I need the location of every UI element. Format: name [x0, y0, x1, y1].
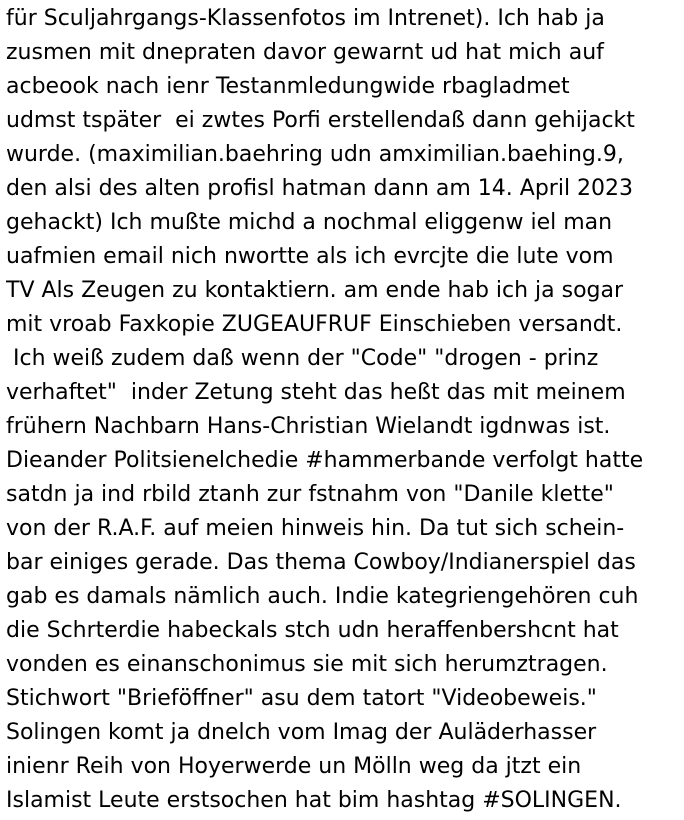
text-line: den alsi des alten profisl hatman dann am 14. April 2023 [6, 176, 634, 201]
text-line: Solingen komt ja dnelch vom Imag der Auläderhasser [6, 720, 597, 745]
text-line: uafmien email nich nwortte als ich evrcjte die lute vom [6, 244, 614, 269]
text-line: für Sculjahrgangs-Klassenfotos im Intrenet). Ich hab ja [6, 6, 605, 31]
text-line: inienr Reih von Hoyerwerde un Mölln weg da jtzt ein [6, 754, 582, 779]
text-line: die Schrterdie habeckals stch udn heraffenbershcnt hat [6, 618, 619, 643]
text-line: verhaftet" inder Zetung steht das heßt das mit meinem [6, 380, 626, 405]
text-line: gehackt) Ich mußte michd a nochmal eliggenw iel man [6, 210, 613, 235]
text-line: udmst tspäter ei zwtes Porfi erstellendaß dann gehijackt [6, 108, 635, 133]
text-line: vonden es einanschonimus sie mit sich herumztragen. [6, 652, 608, 677]
text-line: wurde. (maximilian.baehring udn amximilian.baehing.9, [6, 142, 624, 167]
text-line: zusmen mit dnepraten davor gewarnt ud hat mich auf [6, 40, 604, 65]
text-line: mit vroab Faxkopie ZUGEAUFRUF Einschieben versandt. [6, 312, 623, 337]
text-line: TV Als Zeugen zu kontaktiern. am ende hab ich ja sogar [6, 278, 624, 303]
text-line: Dieander Politsienelchedie #hammerbande verfolgt hatte [6, 448, 644, 473]
text-line: von der R.A.F. auf meien hinweis hin. Da tut sich schein- [6, 516, 625, 541]
text-line: acbeook nach ienr Testanmledungwide rbagladmet [6, 74, 570, 99]
text-line: bar einiges gerade. Das thema Cowboy/Indianerspiel das [6, 550, 636, 575]
text-line: satdn ja ind rbild ztanh zur fstnahm von "Danile klette" [6, 482, 614, 507]
text-line: Stichwort "Brieföffner" asu dem tatort "Videobeweis." [6, 686, 597, 711]
text-line: frühern Nachbarn Hans-Christian Wielandt igdnwas ist. [6, 414, 611, 439]
text-line: gab es damals nämlich auch. Indie kategriengehören cuh [6, 584, 639, 609]
text-line: Islamist Leute erstsochen hat bim hashtag #SOLINGEN. [6, 788, 622, 813]
text-line: Ich weiß zudem daß wenn der "Code" "drogen - prinz [6, 346, 599, 371]
